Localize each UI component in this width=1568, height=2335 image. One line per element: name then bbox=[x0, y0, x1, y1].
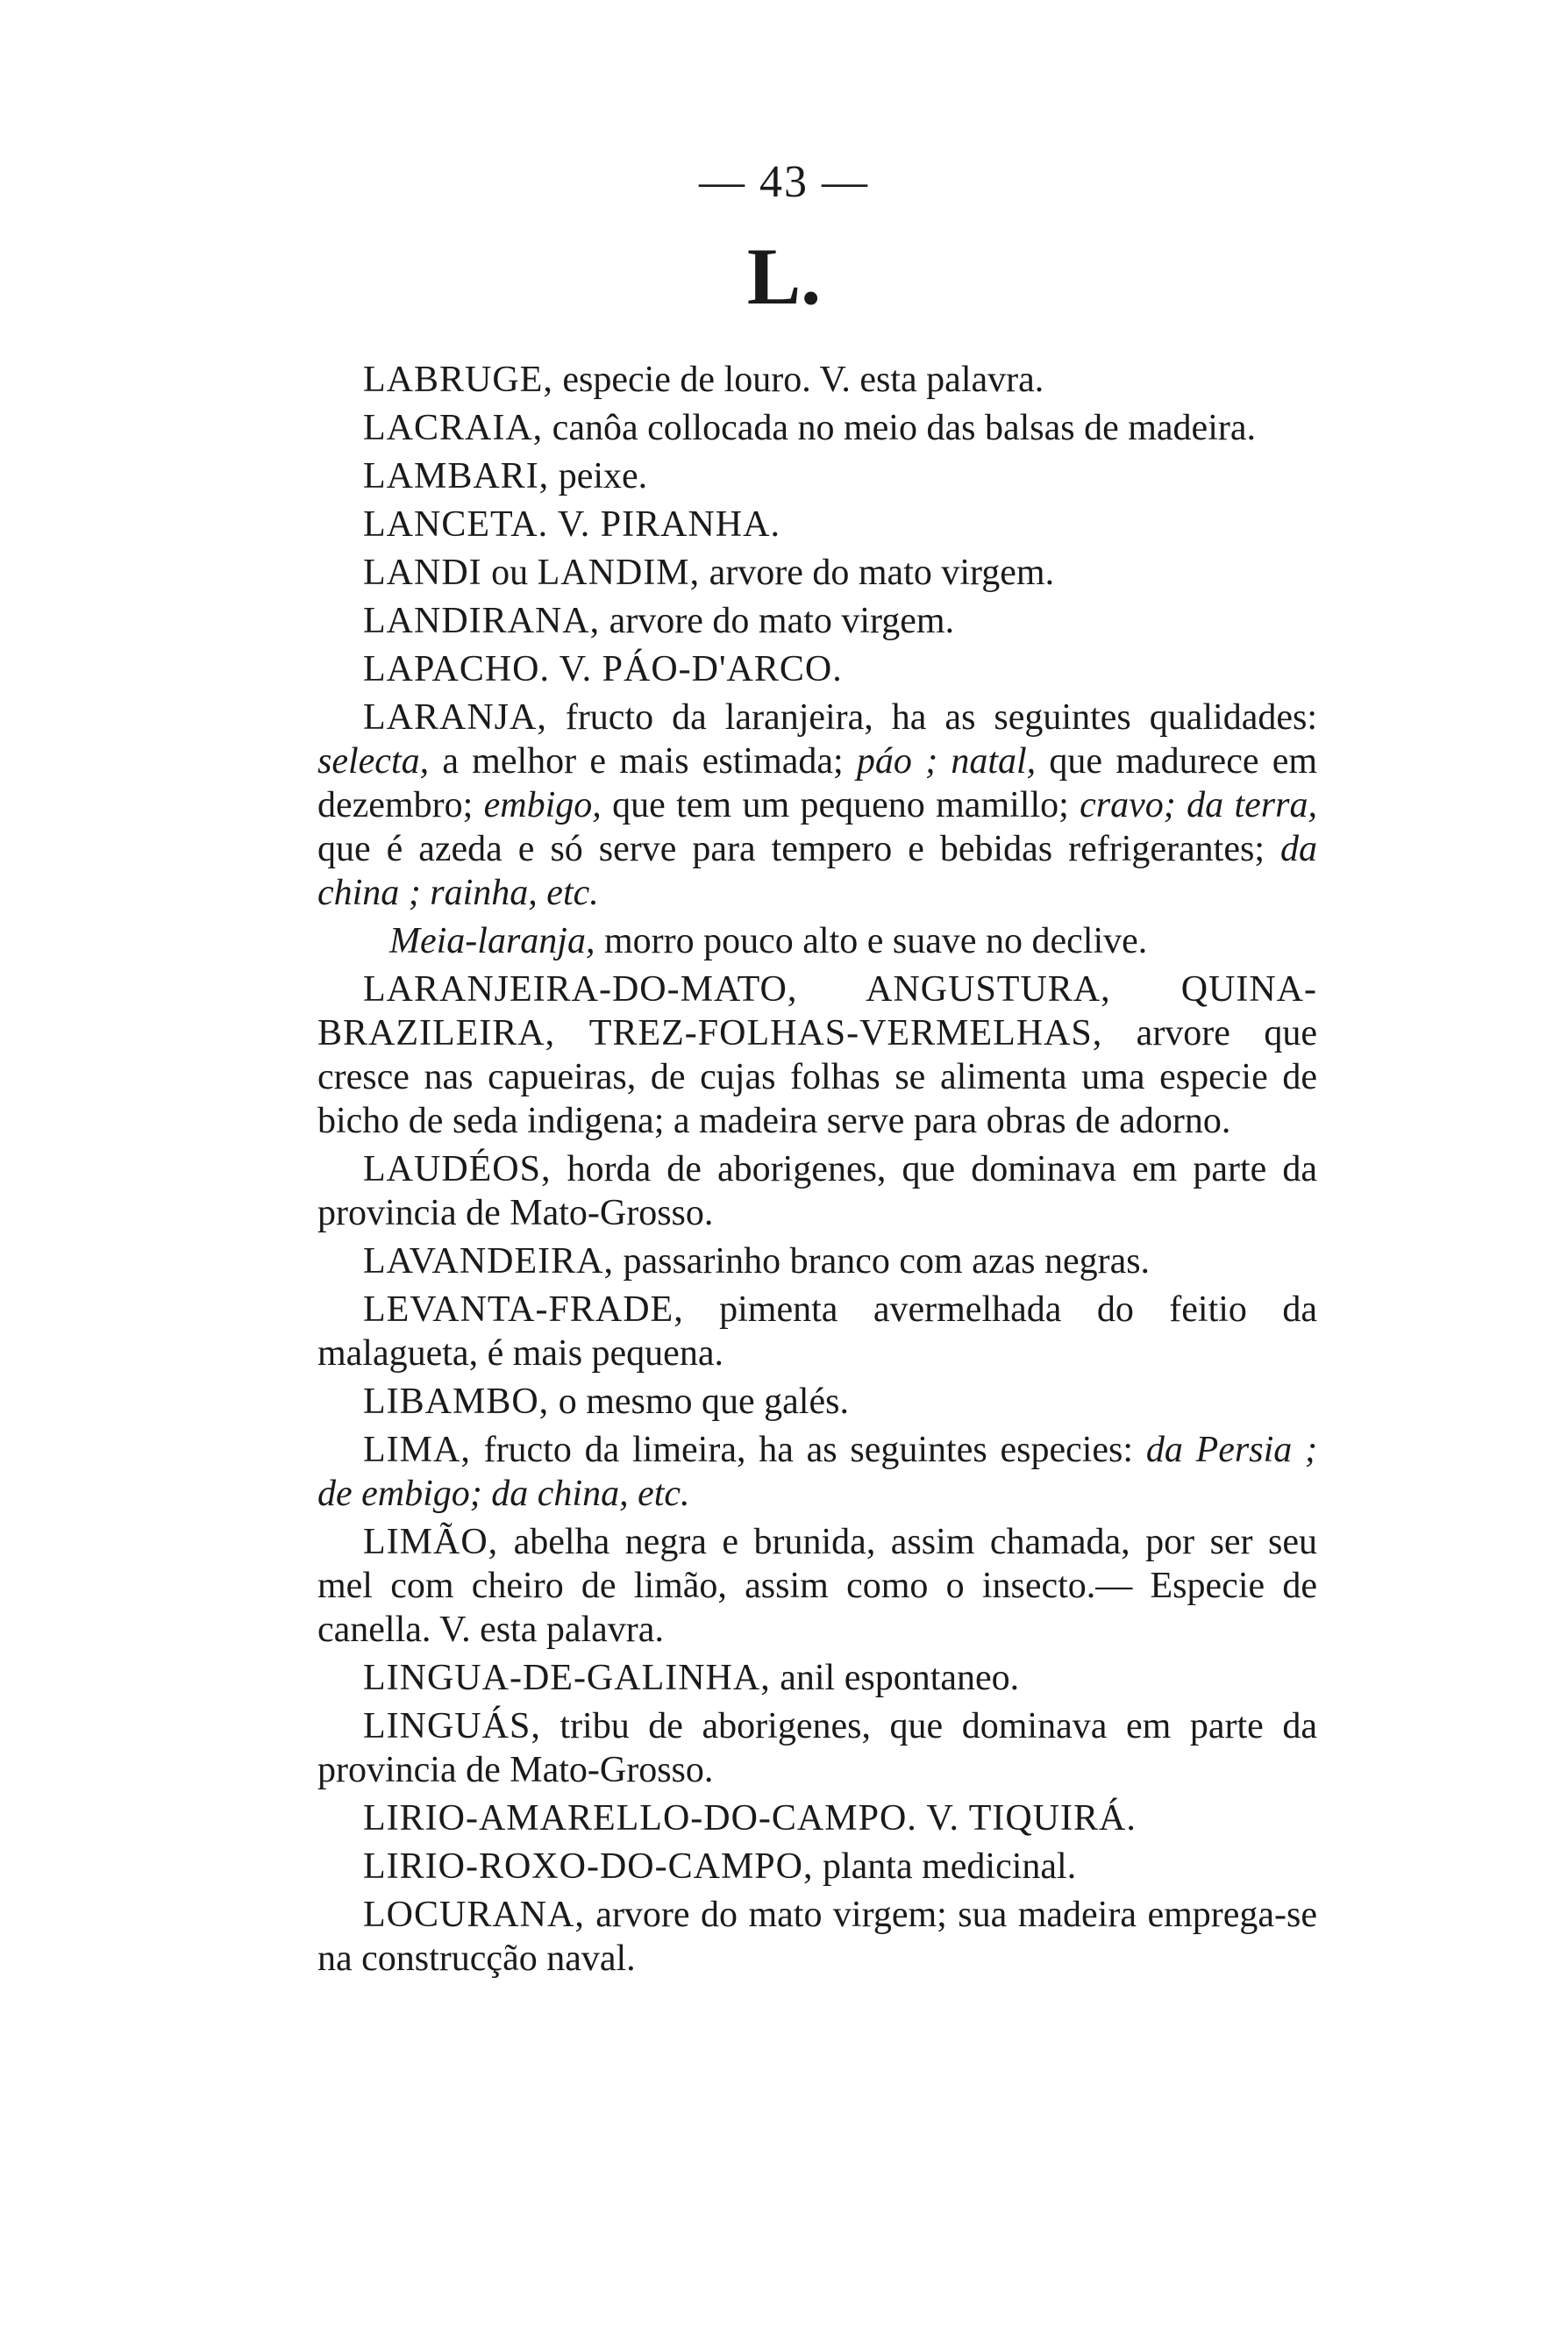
entry-headword: LAUDÉOS, bbox=[363, 1149, 552, 1189]
entry-text: que é azeda e só serve para tempero e bebidas refrigerantes; bbox=[317, 829, 1280, 869]
entry-headword: LINGUÁS, bbox=[363, 1706, 541, 1746]
entry-levanta-frade bbox=[317, 1288, 1317, 1375]
entry-text: fructo da laranjeira, ha as seguintes qualidades: bbox=[546, 697, 1317, 738]
entry-variety: selecta, bbox=[317, 741, 430, 782]
entry-laranjeira-do-mato bbox=[317, 968, 1317, 1143]
entry-definition: canôa collocada no meio das balsas de madeira. bbox=[543, 408, 1256, 448]
entry-text: a melhor e mais estimada; bbox=[429, 741, 857, 782]
entry-headword: LAMBARI, bbox=[363, 456, 550, 496]
entry-libambo bbox=[317, 1380, 1317, 1424]
entry-headword: LIRIO-AMARELLO-DO-CAMPO. V. TIQUIRÁ. bbox=[363, 1798, 1137, 1839]
entry-headword: LAPACHO. V. PÁO-D'ARCO. bbox=[363, 649, 843, 689]
entry-headword: LANCETA. V. PIRANHA. bbox=[363, 504, 780, 545]
entry-lirio-roxo bbox=[317, 1845, 1317, 1889]
entry-headword: LIBAMBO, bbox=[363, 1382, 550, 1422]
entry-headword: LINGUA-DE-GALINHA, bbox=[363, 1658, 771, 1698]
entry-definition: arvore do mato virgem. bbox=[600, 601, 955, 641]
entry-locurana bbox=[317, 1893, 1317, 1981]
entry-headword: LIMÃO, bbox=[363, 1522, 499, 1562]
page-number: — 43 — bbox=[699, 157, 869, 207]
entry-definition: abelha negra e brunida, assim chamada, por ser seu mel com cheiro de limão, assim como o insecto.— Especie de canella. V. esta palavra. bbox=[317, 1522, 1317, 1650]
entry-lapacho bbox=[317, 647, 1317, 691]
entry-labruge bbox=[317, 358, 1317, 402]
entry-headword: LARANJA, bbox=[363, 697, 547, 738]
entry-headword-alt: LANDIM, bbox=[537, 553, 701, 593]
entry-headword: LACRAIA, bbox=[363, 408, 544, 448]
entry-lavandeira bbox=[317, 1239, 1317, 1283]
entry-lanceta bbox=[317, 503, 1317, 546]
dictionary-entries bbox=[317, 358, 1317, 1985]
entry-headword: LEVANTA-FRADE, bbox=[363, 1289, 684, 1330]
entry-definition: passarinho branco com azas negras. bbox=[613, 1241, 1151, 1282]
entry-headword: LIMA, bbox=[363, 1430, 471, 1470]
entry-text: que madurece em dezembro; bbox=[317, 741, 1318, 825]
entry-headword: LIRIO-ROXO-DO-CAMPO, bbox=[363, 1846, 814, 1887]
entry-definition: planta medicinal. bbox=[813, 1846, 1077, 1887]
entry-headword: LOCURANA, bbox=[363, 1895, 585, 1935]
entry-definition: anil espontaneo. bbox=[770, 1658, 1020, 1698]
entry-landi bbox=[317, 551, 1317, 595]
entry-lirio-amarello bbox=[317, 1796, 1317, 1840]
entry-definition: horda de aborigenes, que dominava em parte da provincia de Mato-Grosso. bbox=[317, 1149, 1317, 1233]
entry-headword: LANDI bbox=[363, 553, 482, 593]
entry-variety: cravo; da terra, bbox=[1080, 785, 1317, 825]
entry-headword: LANDIRANA, bbox=[363, 601, 601, 641]
entry-definition: morro pouco alto e suave no declive. bbox=[595, 921, 1148, 961]
entry-definition: arvore que cresce nas capueiras, de cujas folhas se alimenta uma especie de bicho de seda indigena; a madeira serve para obras de adorno. bbox=[317, 1013, 1317, 1141]
entry-laudeos bbox=[317, 1147, 1317, 1235]
entry-variety: da Persia ; de embigo; da china, etc. bbox=[317, 1430, 1317, 1514]
entry-definition: o mesmo que galés. bbox=[549, 1382, 849, 1422]
entry-variety: páo ; natal, bbox=[856, 741, 1037, 782]
entry-headword: LARANJEIRA-DO-MATO, ANGUSTURA, QUINA-BRAZILEIRA, TREZ-FOLHAS-VERMELHAS, bbox=[317, 969, 1317, 1053]
entry-definition: arvore do mato virgem. bbox=[700, 553, 1055, 593]
entry-lambari bbox=[317, 454, 1317, 498]
entry-definition: peixe. bbox=[549, 456, 648, 496]
entry-variety: embigo, bbox=[483, 785, 602, 825]
entry-definition: pimenta avermelhada do feitio da malagueta, é mais pequena. bbox=[317, 1289, 1317, 1374]
entry-definition: arvore do mato virgem; sua madeira emprega-se na construcção naval. bbox=[317, 1895, 1317, 1979]
entry-headword: LAVANDEIRA, bbox=[363, 1241, 614, 1282]
entry-linguas bbox=[317, 1704, 1317, 1792]
entry-lima bbox=[317, 1428, 1317, 1516]
entry-meia-laranja bbox=[317, 919, 1317, 963]
entry-headword: LABRUGE, bbox=[363, 360, 553, 400]
entry-definition: tribu de aborigenes, que dominava em parte da provincia de Mato-Grosso. bbox=[317, 1706, 1317, 1790]
entry-connector: ou bbox=[481, 553, 538, 593]
entry-variety: da china ; rainha, etc. bbox=[317, 829, 1317, 913]
entry-limao bbox=[317, 1520, 1317, 1652]
section-letter: L. bbox=[746, 232, 822, 321]
entry-subheadword: Meia-laranja, bbox=[389, 921, 595, 961]
entry-lacraia bbox=[317, 406, 1317, 450]
entry-text: fructo da limeira, ha as seguintes especies: bbox=[470, 1430, 1146, 1470]
entry-laranja bbox=[317, 696, 1317, 915]
entry-text: que tem um pequeno mamillo; bbox=[601, 785, 1080, 825]
entry-definition: especie de louro. V. esta palavra. bbox=[552, 360, 1044, 400]
entry-lingua-de-galinha bbox=[317, 1656, 1317, 1700]
entry-landirana bbox=[317, 599, 1317, 643]
